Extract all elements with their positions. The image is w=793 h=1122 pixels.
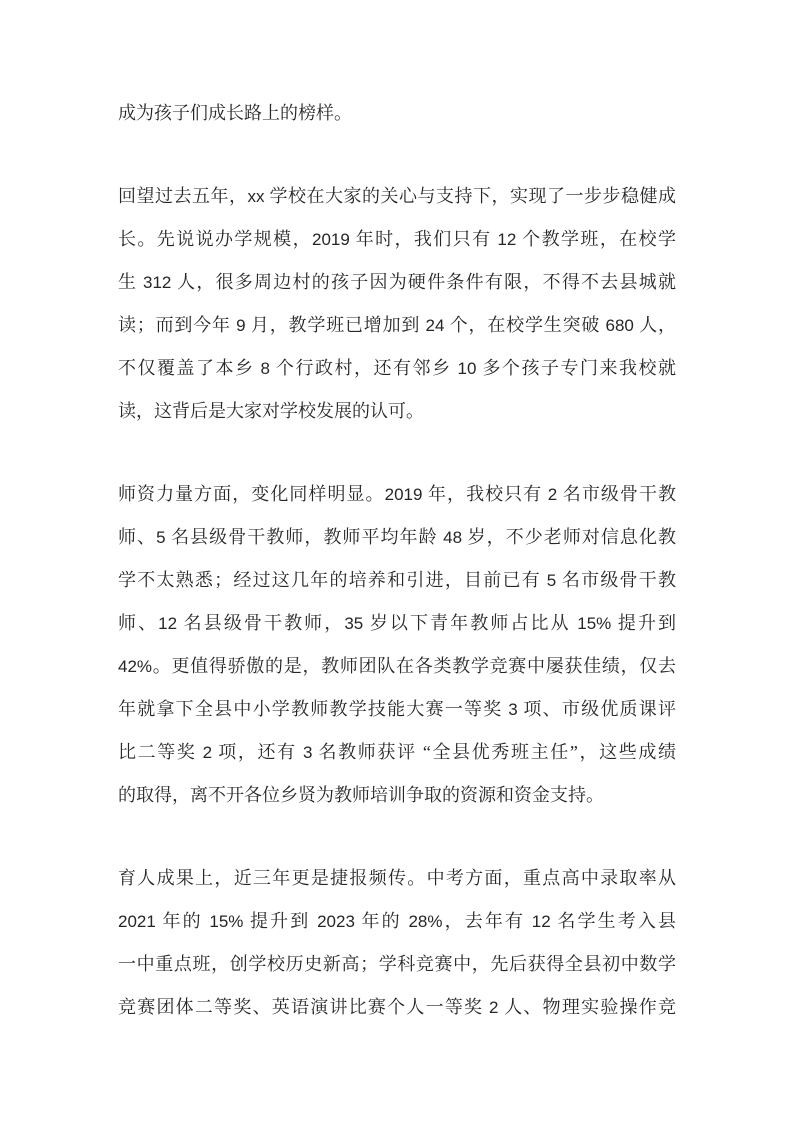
text-line: 读，这背后是大家对学校发展的认可。 (118, 401, 424, 421)
text-line: 回望过去五年，xx 学校在大家的关心与支持下，实现了一步步稳健成 (118, 186, 676, 206)
paragraph (118, 175, 676, 433)
paragraph (118, 92, 676, 135)
text-line: 生 312 人，很多周边村的孩子因为硬件条件有限，不得不去县城就 (118, 272, 677, 292)
text-line: 长。先说说办学规模，2019 年时，我们只有 12 个教学班，在校学 (118, 229, 677, 249)
text-line: 一中重点班，创学校历史新高；学科竞赛中，先后获得全县初中数学 (118, 954, 676, 974)
document-body (118, 92, 676, 1069)
text-line: 成为孩子们成长路上的榜样。 (118, 103, 352, 123)
text-line: 读；而到今年 9 月，教学班已增加到 24 个，在校学生突破 680 人， (118, 315, 677, 335)
text-line: 42%。更值得骄傲的是，教师团队在各类教学竞赛中屡获佳绩，仅去 (118, 656, 676, 676)
text-line: 2021 年的 15% 提升到 2023 年的 28%，去年有 12 名学生考入县 (118, 911, 677, 931)
text-line: 竞赛团体二等奖、英语演讲比赛个人一等奖 2 人、物理实验操作竞 (118, 997, 677, 1017)
text-line: 师资力量方面，变化同样明显。2019 年，我校只有 2 名市级骨干教 (118, 484, 677, 504)
text-line: 师、5 名县级骨干教师，教师平均年龄 48 岁，不少老师对信息化教 (118, 527, 677, 547)
text-line: 不仅覆盖了本乡 8 个行政村，还有邻乡 10 多个孩子专门来我校就 (118, 358, 677, 378)
text-line: 年就拿下全县中小学教师教学技能大赛一等奖 3 项、市级优质课评 (118, 699, 677, 719)
text-line: 育人成果上，近三年更是捷报频传。中考方面，重点高中录取率从 (118, 868, 676, 888)
paragraph (118, 857, 676, 1029)
text-line: 比二等奖 2 项，还有 3 名教师获评 “全县优秀班主任”，这些成绩 (118, 742, 677, 762)
paragraph (118, 473, 676, 817)
text-line: 学不太熟悉；经过这几年的培养和引进，目前已有 5 名市级骨干教 (118, 570, 677, 590)
text-line: 师、12 名县级骨干教师，35 岁以下青年教师占比从 15% 提升到 (118, 613, 677, 633)
text-line: 的取得，离不开各位乡贤为教师培训争取的资源和资金支持。 (118, 785, 604, 805)
